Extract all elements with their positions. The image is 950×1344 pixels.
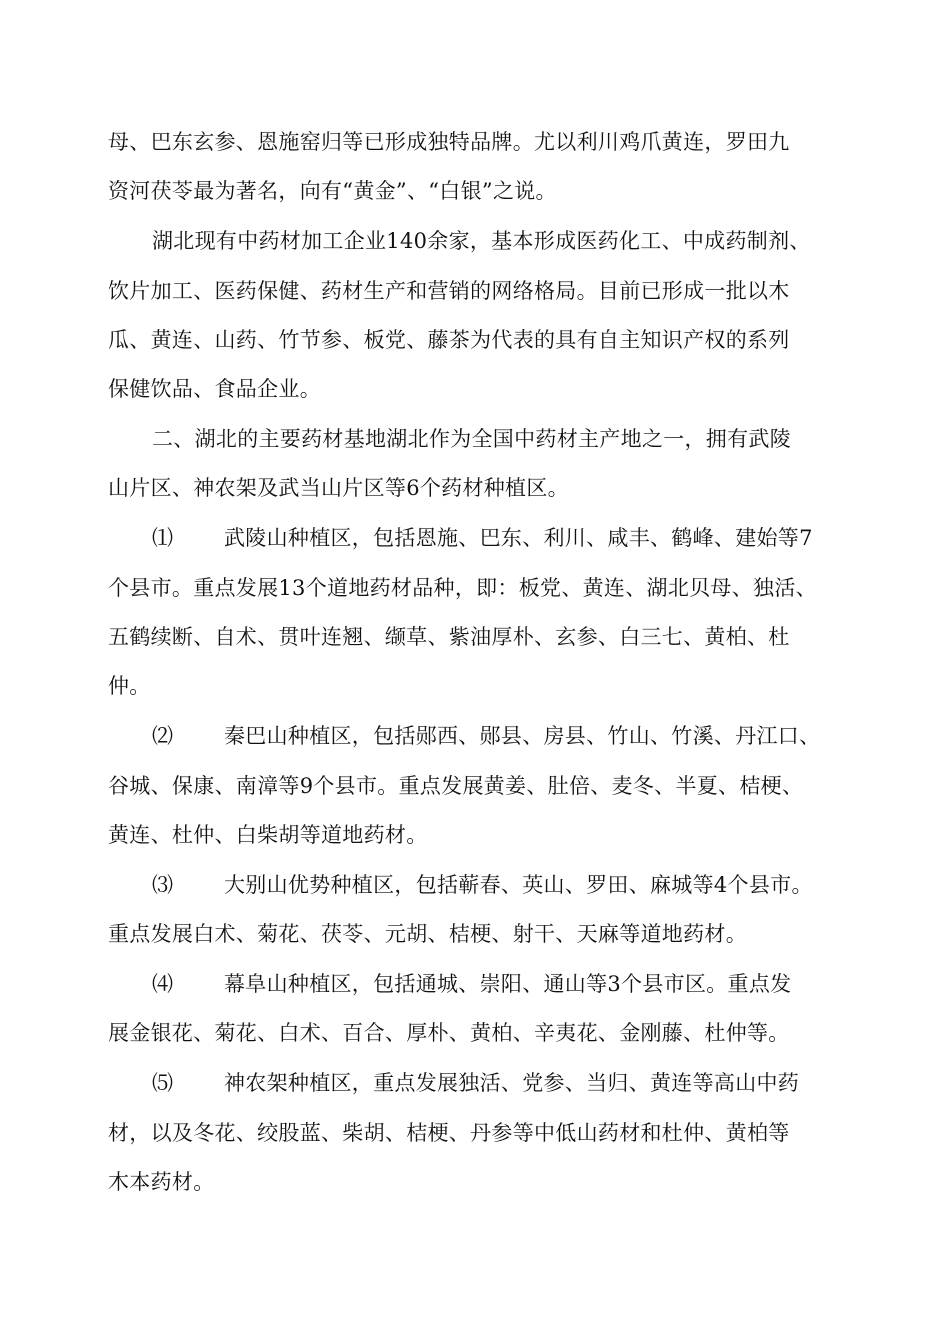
paragraph-line: 湖北现有中药材加工企业140余家，基本形成医药化工、中成药制剂、 bbox=[152, 229, 811, 253]
list-number: ⑷ bbox=[152, 972, 174, 996]
paragraph-line: 饮片加工、医药保健、药材生产和营销的网络格局。目前已形成一批以木 bbox=[108, 279, 790, 303]
paragraph-line: 重点发展白术、菊花、茯苓、元胡、桔梗、射干、天麻等道地药材。 bbox=[108, 922, 747, 946]
paragraph-line: 母、巴东玄参、恩施窑归等已形成独特品牌。尤以利川鸡爪黄连，罗田九 bbox=[108, 130, 790, 154]
list-item-text: 神农架种植区，重点发展独活、党参、当归、黄连等高山中药 bbox=[224, 1071, 800, 1095]
list-item-line bbox=[152, 869, 892, 901]
paragraph-line: 瓜、黄连、山药、竹节参、板党、藤茶为代表的具有自主知识产权的系列 bbox=[108, 328, 790, 352]
list-item-text: 秦巴山种植区，包括郧西、郧县、房县、竹山、竹溪、丹江口、 bbox=[224, 724, 821, 748]
paragraph-line: 资河茯苓最为著名，向有“黄金”、“白银”之说。 bbox=[108, 179, 557, 203]
paragraph-line: 谷城、保康、南漳等9个县市。重点发展黄姜、肚倍、麦冬、半夏、桔梗、 bbox=[108, 774, 804, 798]
list-item-text: 大别山优势种植区，包括蕲春、英山、罗田、麻城等4个县市。 bbox=[224, 873, 813, 897]
paragraph-line: 展金银花、菊花、白术、百合、厚朴、黄柏、辛夷花、金刚藤、杜仲等。 bbox=[108, 1021, 790, 1045]
list-item-text: 武陵山种植区，包括恩施、巴东、利川、咸丰、鹤峰、建始等7 bbox=[224, 526, 813, 550]
list-item-line bbox=[152, 968, 892, 1000]
list-item-line bbox=[152, 522, 892, 554]
paragraph-line: 保健饮品、食品企业。 bbox=[108, 377, 321, 401]
paragraph-line: 仲。 bbox=[108, 674, 151, 698]
list-item-line bbox=[152, 1067, 892, 1099]
list-number: ⑶ bbox=[152, 873, 174, 897]
list-number: ⑸ bbox=[152, 1071, 174, 1095]
paragraph-line: 山片区、神农架及武当山片区等6个药材种植区。 bbox=[108, 476, 569, 500]
paragraph-line: 个县市。重点发展13个道地药材品种，即：板党、黄连、湖北贝母、独活、 bbox=[108, 576, 817, 600]
list-item-text: 幕阜山种植区，包括通城、崇阳、通山等3个县市区。重点发 bbox=[224, 972, 792, 996]
paragraph-line: 二、湖北的主要药材基地湖北作为全国中药材主产地之一，拥有武陵 bbox=[152, 427, 791, 451]
paragraph-line: 黄连、杜仲、白柴胡等道地药材。 bbox=[108, 823, 428, 847]
paragraph-line: 五鹤续断、自术、贯叶连翘、缬草、紫油厚朴、玄参、白三七、黄柏、杜 bbox=[108, 625, 790, 649]
list-item-line bbox=[152, 720, 892, 752]
list-number: ⑴ bbox=[152, 526, 174, 550]
list-number: ⑵ bbox=[152, 724, 174, 748]
paragraph-line: 木本药材。 bbox=[108, 1170, 215, 1194]
paragraph-line: 材，以及冬花、绞股蓝、柴胡、桔梗、丹参等中低山药材和杜仲、黄柏等 bbox=[108, 1121, 790, 1145]
